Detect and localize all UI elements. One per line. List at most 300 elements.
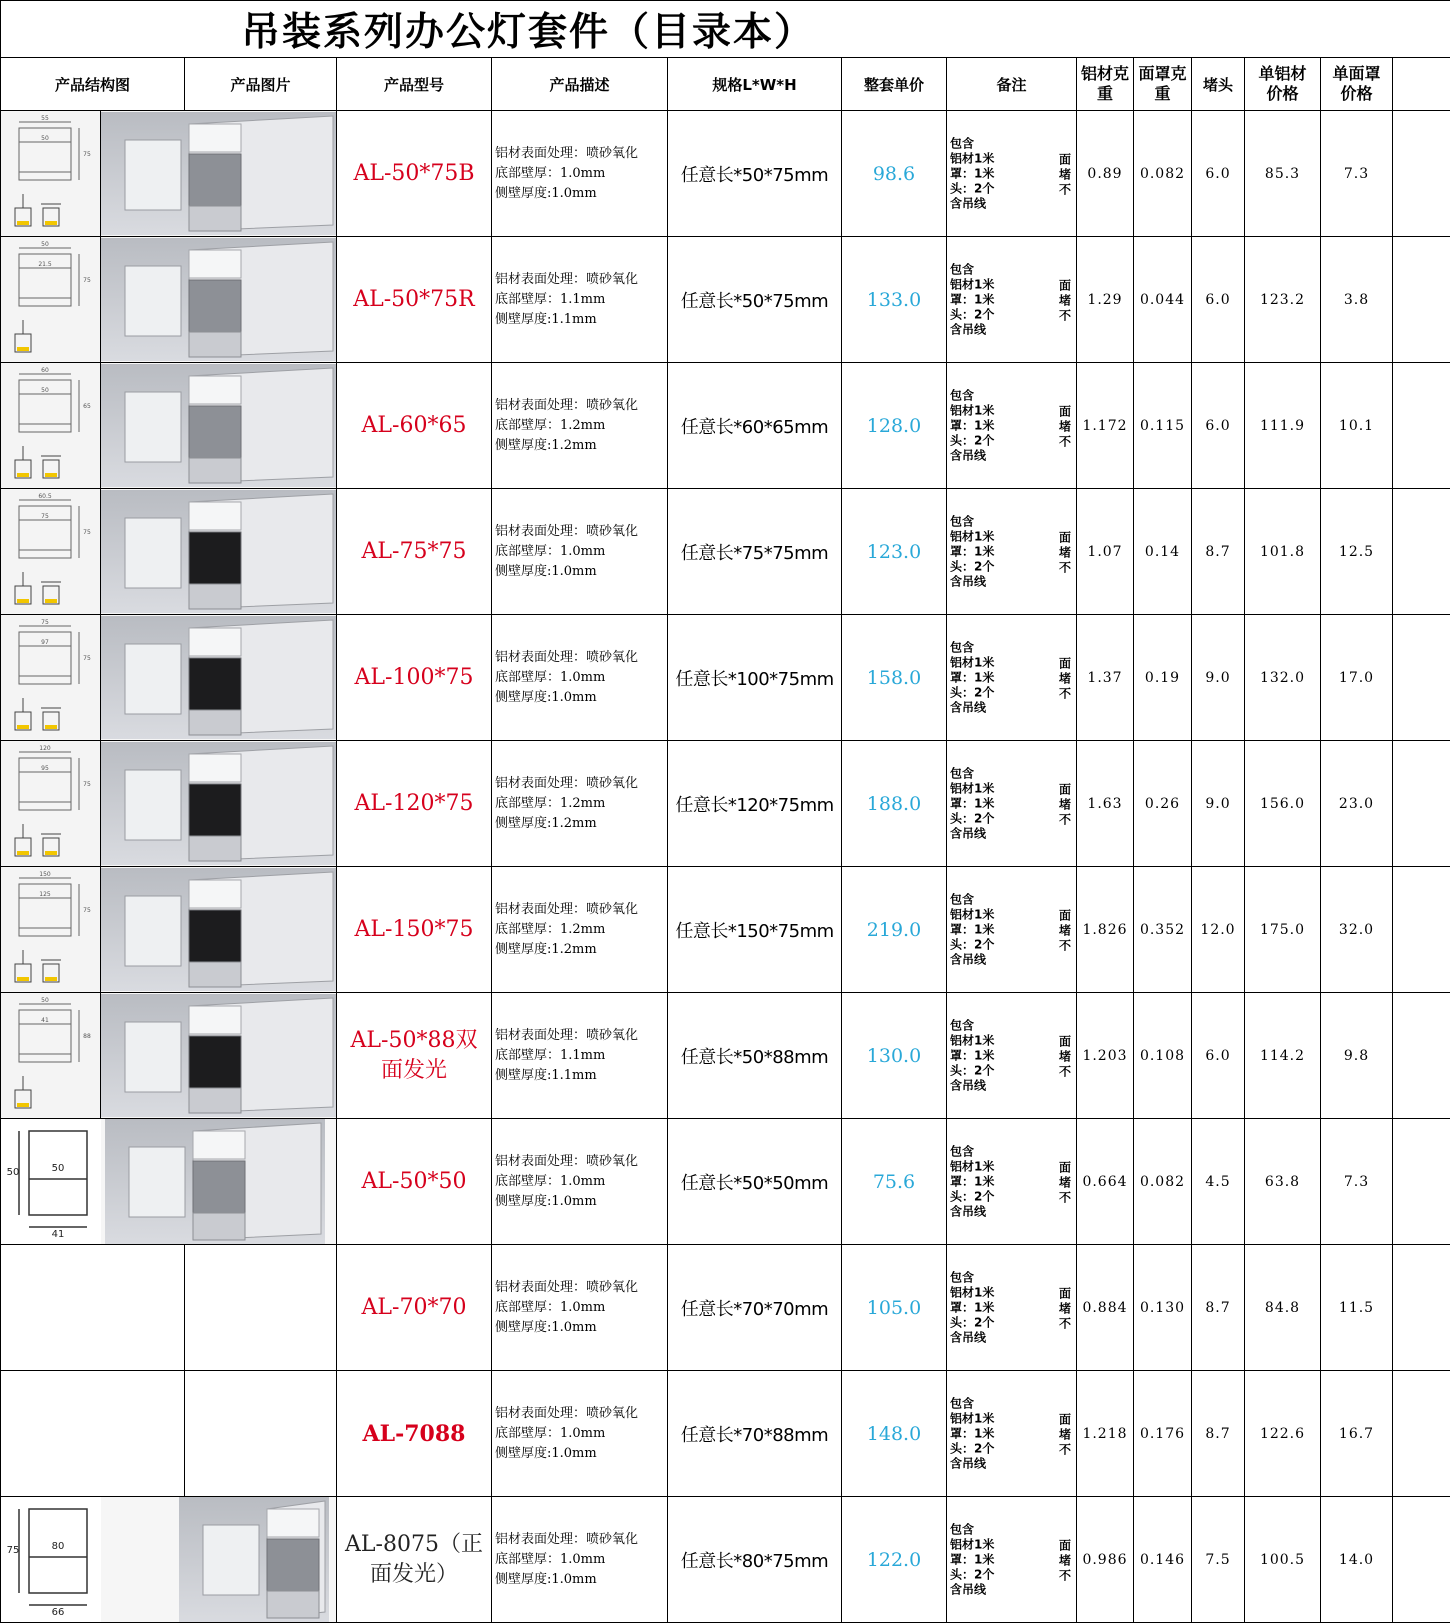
dimension-label: 120 xyxy=(39,745,51,752)
al-weight-cell: 0.986 xyxy=(1077,1497,1134,1623)
note-line: 铝材1米 xyxy=(950,1033,994,1048)
product-image-cell xyxy=(1,1497,337,1623)
spec-cell: 任意长*120*75mm xyxy=(668,741,842,867)
cover-weight-cell: 0.044 xyxy=(1134,237,1192,363)
price-cell: 98.6 xyxy=(842,111,947,237)
header-note: 备注 xyxy=(947,58,1077,111)
profile-drawing xyxy=(1,742,101,865)
note-line: 铝材1米 xyxy=(950,1411,994,1426)
note-char: 堵 xyxy=(1059,1175,1071,1190)
endcap-cell: 12.0 xyxy=(1192,867,1245,993)
dimension-label: 75 xyxy=(41,619,49,626)
description-line: 底部壁厚：1.0mm xyxy=(495,542,667,562)
cover-weight-cell: 0.352 xyxy=(1134,867,1192,993)
dimension-label: 80 xyxy=(52,1541,65,1552)
note-right xyxy=(1059,908,1071,953)
endcap-cell: 7.5 xyxy=(1192,1497,1245,1623)
note-line: 头：2个 xyxy=(950,1567,994,1582)
note-char: 面 xyxy=(1059,656,1071,671)
table-row xyxy=(1,363,1450,489)
note-cell xyxy=(947,993,1077,1119)
note-line: 含吊线 xyxy=(950,1078,994,1093)
table-row xyxy=(1,615,1450,741)
description-line: 侧壁厚度:1.0mm xyxy=(495,562,667,582)
header-al-price: 单铝材 价格 xyxy=(1245,58,1321,111)
dimension-label: 75 xyxy=(83,781,91,788)
note-line: 铝材1米 xyxy=(950,151,994,166)
note-right xyxy=(1059,1412,1071,1457)
table-row xyxy=(1,1245,1450,1371)
spare-cell xyxy=(1393,993,1450,1119)
note-left xyxy=(950,1018,994,1093)
product-photo xyxy=(105,1119,325,1244)
note-char: 不 xyxy=(1059,308,1071,323)
photo-cell xyxy=(101,741,337,867)
photo-cell xyxy=(101,111,337,237)
table-row xyxy=(1,489,1450,615)
note-char: 不 xyxy=(1059,1190,1071,1205)
dimension-label: 60.5 xyxy=(38,493,52,500)
note-line: 头：2个 xyxy=(950,1063,994,1078)
note-line: 头：2个 xyxy=(950,433,994,448)
profile-drawing xyxy=(1,490,101,613)
cover-weight-cell: 0.082 xyxy=(1134,1119,1192,1245)
al-price-cell: 100.5 xyxy=(1245,1497,1321,1623)
spare-cell xyxy=(1393,615,1450,741)
header-price: 整套单价 xyxy=(842,58,947,111)
note-line: 含吊线 xyxy=(950,1582,994,1597)
spec-cell: 任意长*50*50mm xyxy=(668,1119,842,1245)
title-row xyxy=(1,1,1450,58)
description-line: 铝材表面处理：喷砂氧化 xyxy=(495,900,667,920)
spec-cell: 任意长*80*75mm xyxy=(668,1497,842,1623)
price-cell: 128.0 xyxy=(842,363,947,489)
photo-cell xyxy=(101,489,337,615)
note-line: 铝材1米 xyxy=(950,1285,994,1300)
profile-drawing xyxy=(1,1119,101,1244)
model-cell: AL-7088 xyxy=(337,1371,492,1497)
note-line: 包含 xyxy=(950,514,994,529)
description-line: 底部壁厚：1.0mm xyxy=(495,668,667,688)
note-line: 包含 xyxy=(950,388,994,403)
header-al-weight: 铝材克 重 xyxy=(1077,58,1134,111)
cover-weight-cell: 0.19 xyxy=(1134,615,1192,741)
description-line: 侧壁厚度:1.0mm xyxy=(495,1192,667,1212)
description-line: 铝材表面处理：喷砂氧化 xyxy=(495,144,667,164)
cover-price-cell: 32.0 xyxy=(1321,867,1393,993)
note-cell xyxy=(947,489,1077,615)
price-cell: 105.0 xyxy=(842,1245,947,1371)
dimension-label: 150 xyxy=(39,871,51,878)
note-right xyxy=(1059,656,1071,701)
spare-cell xyxy=(1393,489,1450,615)
description-cell xyxy=(492,1245,668,1371)
description-line: 底部壁厚：1.2mm xyxy=(495,920,667,940)
note-line: 头：2个 xyxy=(950,685,994,700)
dimension-label: 75 xyxy=(83,907,91,914)
note-line: 罩：1米 xyxy=(950,1426,994,1441)
note-line: 含吊线 xyxy=(950,826,994,841)
note-char: 面 xyxy=(1059,278,1071,293)
note-char: 面 xyxy=(1059,782,1071,797)
structure-cell xyxy=(1,867,101,993)
note-cell xyxy=(947,111,1077,237)
description-line: 侧壁厚度:1.0mm xyxy=(495,1444,667,1464)
cover-price-cell: 11.5 xyxy=(1321,1245,1393,1371)
dimension-label: 65 xyxy=(83,403,91,410)
header-endcap: 堵头 xyxy=(1192,58,1245,111)
description-line: 侧壁厚度:1.1mm xyxy=(495,1066,667,1086)
note-line: 含吊线 xyxy=(950,574,994,589)
note-cell xyxy=(947,867,1077,993)
spare-cell xyxy=(1393,363,1450,489)
note-char: 面 xyxy=(1059,404,1071,419)
spare-cell xyxy=(1393,741,1450,867)
description-cell xyxy=(492,1119,668,1245)
note-right xyxy=(1059,1286,1071,1331)
endcap-cell: 6.0 xyxy=(1192,111,1245,237)
model-cell: AL-120*75 xyxy=(337,741,492,867)
dimension-label: 50 xyxy=(7,1167,20,1178)
structure-cell xyxy=(1,1371,185,1497)
description-cell xyxy=(492,363,668,489)
note-left xyxy=(950,136,994,211)
note-cell xyxy=(947,741,1077,867)
spare-cell xyxy=(1393,1119,1450,1245)
note-line: 头：2个 xyxy=(950,559,994,574)
note-line: 包含 xyxy=(950,640,994,655)
note-char: 面 xyxy=(1059,908,1071,923)
profile-drawing xyxy=(1,868,101,991)
model-cell: AL-70*70 xyxy=(337,1245,492,1371)
spare-cell xyxy=(1393,1371,1450,1497)
spec-cell: 任意长*50*75mm xyxy=(668,111,842,237)
cover-price-cell: 10.1 xyxy=(1321,363,1393,489)
note-line: 铝材1米 xyxy=(950,655,994,670)
dimension-label: 75 xyxy=(83,277,91,284)
note-line: 罩：1米 xyxy=(950,1174,994,1189)
note-char: 面 xyxy=(1059,1412,1071,1427)
endcap-cell: 4.5 xyxy=(1192,1119,1245,1245)
note-cell xyxy=(947,1119,1077,1245)
note-char: 堵 xyxy=(1059,293,1071,308)
price-cell: 188.0 xyxy=(842,741,947,867)
header-row xyxy=(1,58,1450,111)
note-line: 罩：1米 xyxy=(950,922,994,937)
note-line: 罩：1米 xyxy=(950,1300,994,1315)
description-cell xyxy=(492,615,668,741)
dimension-label: 97 xyxy=(41,639,49,646)
note-right xyxy=(1059,152,1071,197)
header-spare-cell xyxy=(1393,58,1450,111)
note-cell xyxy=(947,1497,1077,1623)
note-char: 面 xyxy=(1059,530,1071,545)
endcap-cell: 8.7 xyxy=(1192,489,1245,615)
al-price-cell: 85.3 xyxy=(1245,111,1321,237)
price-cell: 158.0 xyxy=(842,615,947,741)
product-photo xyxy=(101,616,337,739)
endcap-cell: 9.0 xyxy=(1192,741,1245,867)
product-photo xyxy=(101,742,337,865)
description-cell xyxy=(492,1497,668,1623)
dimension-label: 60 xyxy=(41,367,49,374)
description-line: 底部壁厚：1.0mm xyxy=(495,1172,667,1192)
photo-cell xyxy=(101,363,337,489)
description-line: 侧壁厚度:1.2mm xyxy=(495,436,667,456)
profile-drawing xyxy=(1,616,101,739)
note-line: 包含 xyxy=(950,136,994,151)
note-right xyxy=(1059,782,1071,827)
note-line: 铝材1米 xyxy=(950,277,994,292)
al-price-cell: 132.0 xyxy=(1245,615,1321,741)
al-weight-cell: 1.07 xyxy=(1077,489,1134,615)
price-cell: 123.0 xyxy=(842,489,947,615)
description-cell xyxy=(492,741,668,867)
table-row xyxy=(1,237,1450,363)
note-left xyxy=(950,262,994,337)
dimension-label: 75 xyxy=(83,655,91,662)
dimension-label: 50 xyxy=(41,387,49,394)
note-line: 罩：1米 xyxy=(950,418,994,433)
header-spec: 规格L*W*H xyxy=(668,58,842,111)
spec-cell: 任意长*150*75mm xyxy=(668,867,842,993)
note-line: 含吊线 xyxy=(950,1204,994,1219)
note-left xyxy=(950,1396,994,1471)
price-cell: 219.0 xyxy=(842,867,947,993)
endcap-cell: 6.0 xyxy=(1192,993,1245,1119)
page-title: 吊装系列办公灯套件（目录本） xyxy=(1,1,1450,58)
note-char: 堵 xyxy=(1059,923,1071,938)
note-line: 罩：1米 xyxy=(950,1552,994,1567)
model-cell: AL-50*75B xyxy=(337,111,492,237)
profile-drawing xyxy=(1,1497,101,1622)
note-cell xyxy=(947,1371,1077,1497)
note-char: 面 xyxy=(1059,1160,1071,1175)
endcap-cell: 6.0 xyxy=(1192,363,1245,489)
cover-weight-cell: 0.14 xyxy=(1134,489,1192,615)
endcap-cell: 9.0 xyxy=(1192,615,1245,741)
description-cell xyxy=(492,111,668,237)
note-line: 包含 xyxy=(950,1270,994,1285)
spec-cell: 任意长*60*65mm xyxy=(668,363,842,489)
table-row xyxy=(1,993,1450,1119)
al-price-cell: 175.0 xyxy=(1245,867,1321,993)
dimension-label: 88 xyxy=(83,1033,91,1040)
structure-cell xyxy=(1,489,101,615)
note-left xyxy=(950,892,994,967)
dimension-label: 75 xyxy=(7,1545,20,1556)
note-left xyxy=(950,1144,994,1219)
al-price-cell: 122.6 xyxy=(1245,1371,1321,1497)
note-char: 不 xyxy=(1059,1442,1071,1457)
description-line: 铝材表面处理：喷砂氧化 xyxy=(495,270,667,290)
spare-cell xyxy=(1393,1497,1450,1623)
cover-weight-cell: 0.130 xyxy=(1134,1245,1192,1371)
al-price-cell: 63.8 xyxy=(1245,1119,1321,1245)
product-photo xyxy=(101,112,337,235)
al-price-cell: 111.9 xyxy=(1245,363,1321,489)
note-char: 不 xyxy=(1059,560,1071,575)
dimension-label: 50 xyxy=(41,241,49,248)
dimension-label: 125 xyxy=(39,891,51,898)
note-left xyxy=(950,514,994,589)
al-weight-cell: 1.37 xyxy=(1077,615,1134,741)
note-char: 堵 xyxy=(1059,797,1071,812)
cover-price-cell: 7.3 xyxy=(1321,1119,1393,1245)
product-photo xyxy=(101,238,337,361)
note-line: 含吊线 xyxy=(950,448,994,463)
description-cell xyxy=(492,993,668,1119)
photo-cell xyxy=(101,237,337,363)
table-row xyxy=(1,1371,1450,1497)
header-cover-weight: 面罩克 重 xyxy=(1134,58,1192,111)
structure-cell xyxy=(1,993,101,1119)
note-char: 堵 xyxy=(1059,1553,1071,1568)
note-line: 含吊线 xyxy=(950,322,994,337)
description-line: 侧壁厚度:1.2mm xyxy=(495,940,667,960)
note-char: 不 xyxy=(1059,1316,1071,1331)
note-char: 面 xyxy=(1059,1034,1071,1049)
cover-price-cell: 16.7 xyxy=(1321,1371,1393,1497)
note-line: 铝材1米 xyxy=(950,907,994,922)
photo-cell xyxy=(185,1371,337,1497)
description-line: 侧壁厚度:1.0mm xyxy=(495,1318,667,1338)
cover-price-cell: 12.5 xyxy=(1321,489,1393,615)
spec-cell: 任意长*50*88mm xyxy=(668,993,842,1119)
note-char: 不 xyxy=(1059,686,1071,701)
model-cell: AL-60*65 xyxy=(337,363,492,489)
note-line: 包含 xyxy=(950,1018,994,1033)
cover-weight-cell: 0.176 xyxy=(1134,1371,1192,1497)
cover-weight-cell: 0.146 xyxy=(1134,1497,1192,1623)
cover-price-cell: 14.0 xyxy=(1321,1497,1393,1623)
note-left xyxy=(950,1270,994,1345)
spare-cell xyxy=(1393,111,1450,237)
description-line: 底部壁厚：1.0mm xyxy=(495,164,667,184)
spare-cell xyxy=(1393,867,1450,993)
photo-cell xyxy=(101,615,337,741)
dimension-label: 50 xyxy=(41,997,49,1004)
table-row xyxy=(1,111,1450,237)
note-left xyxy=(950,766,994,841)
note-cell xyxy=(947,615,1077,741)
note-line: 包含 xyxy=(950,1522,994,1537)
al-price-cell: 84.8 xyxy=(1245,1245,1321,1371)
al-weight-cell: 0.664 xyxy=(1077,1119,1134,1245)
note-char: 堵 xyxy=(1059,1427,1071,1442)
dimension-label: 66 xyxy=(52,1607,65,1618)
note-left xyxy=(950,1522,994,1597)
table-row xyxy=(1,1119,1450,1245)
cover-price-cell: 23.0 xyxy=(1321,741,1393,867)
description-line: 铝材表面处理：喷砂氧化 xyxy=(495,1278,667,1298)
structure-cell xyxy=(1,1245,185,1371)
model-cell: AL-8075（正面发光） xyxy=(337,1497,492,1623)
cover-price-cell: 3.8 xyxy=(1321,237,1393,363)
al-weight-cell: 0.89 xyxy=(1077,111,1134,237)
note-char: 面 xyxy=(1059,1286,1071,1301)
photo-cell xyxy=(185,1245,337,1371)
cover-weight-cell: 0.115 xyxy=(1134,363,1192,489)
description-line: 铝材表面处理：喷砂氧化 xyxy=(495,648,667,668)
dimension-label: 75 xyxy=(83,529,91,536)
table-row xyxy=(1,867,1450,993)
note-line: 含吊线 xyxy=(950,196,994,211)
note-right xyxy=(1059,1034,1071,1079)
dimension-label: 55 xyxy=(41,115,49,122)
note-char: 不 xyxy=(1059,1568,1071,1583)
price-cell: 130.0 xyxy=(842,993,947,1119)
description-line: 底部壁厚：1.0mm xyxy=(495,1298,667,1318)
header-desc: 产品描述 xyxy=(492,58,668,111)
note-char: 堵 xyxy=(1059,167,1071,182)
note-line: 头：2个 xyxy=(950,811,994,826)
note-line: 包含 xyxy=(950,1144,994,1159)
al-weight-cell: 1.826 xyxy=(1077,867,1134,993)
cover-price-cell: 7.3 xyxy=(1321,111,1393,237)
model-cell: AL-100*75 xyxy=(337,615,492,741)
note-right xyxy=(1059,278,1071,323)
note-line: 头：2个 xyxy=(950,1441,994,1456)
table-row xyxy=(1,1497,1450,1623)
note-char: 堵 xyxy=(1059,1049,1071,1064)
note-char: 堵 xyxy=(1059,419,1071,434)
al-price-cell: 156.0 xyxy=(1245,741,1321,867)
note-char: 不 xyxy=(1059,938,1071,953)
al-price-cell: 123.2 xyxy=(1245,237,1321,363)
price-cell: 148.0 xyxy=(842,1371,947,1497)
note-right xyxy=(1059,1538,1071,1583)
note-line: 头：2个 xyxy=(950,1315,994,1330)
spec-cell: 任意长*70*88mm xyxy=(668,1371,842,1497)
profile-drawing xyxy=(1,994,101,1117)
endcap-cell: 8.7 xyxy=(1192,1371,1245,1497)
note-line: 罩：1米 xyxy=(950,796,994,811)
spec-cell: 任意长*70*70mm xyxy=(668,1245,842,1371)
dimension-label: 41 xyxy=(52,1229,65,1240)
spec-cell: 任意长*50*75mm xyxy=(668,237,842,363)
al-weight-cell: 1.29 xyxy=(1077,237,1134,363)
note-line: 罩：1米 xyxy=(950,1048,994,1063)
description-line: 铝材表面处理：喷砂氧化 xyxy=(495,1530,667,1550)
spare-cell xyxy=(1393,1245,1450,1371)
header-structure: 产品结构图 xyxy=(1,58,185,111)
al-weight-cell: 1.218 xyxy=(1077,1371,1134,1497)
description-line: 底部壁厚：1.1mm xyxy=(495,290,667,310)
product-photo xyxy=(101,868,337,991)
profile-drawing xyxy=(1,364,101,487)
product-photo xyxy=(101,994,337,1117)
price-cell: 133.0 xyxy=(842,237,947,363)
cover-price-cell: 9.8 xyxy=(1321,993,1393,1119)
description-line: 铝材表面处理：喷砂氧化 xyxy=(495,1404,667,1424)
al-weight-cell: 1.203 xyxy=(1077,993,1134,1119)
header-cover-price: 单面罩 价格 xyxy=(1321,58,1393,111)
note-line: 包含 xyxy=(950,892,994,907)
note-line: 含吊线 xyxy=(950,952,994,967)
note-line: 罩：1米 xyxy=(950,166,994,181)
cover-weight-cell: 0.108 xyxy=(1134,993,1192,1119)
note-line: 含吊线 xyxy=(950,1330,994,1345)
description-line: 侧壁厚度:1.0mm xyxy=(495,184,667,204)
description-line: 铝材表面处理：喷砂氧化 xyxy=(495,774,667,794)
note-line: 罩：1米 xyxy=(950,292,994,307)
note-char: 不 xyxy=(1059,812,1071,827)
note-line: 铝材1米 xyxy=(950,403,994,418)
note-char: 堵 xyxy=(1059,545,1071,560)
structure-cell xyxy=(1,363,101,489)
al-weight-cell: 1.63 xyxy=(1077,741,1134,867)
